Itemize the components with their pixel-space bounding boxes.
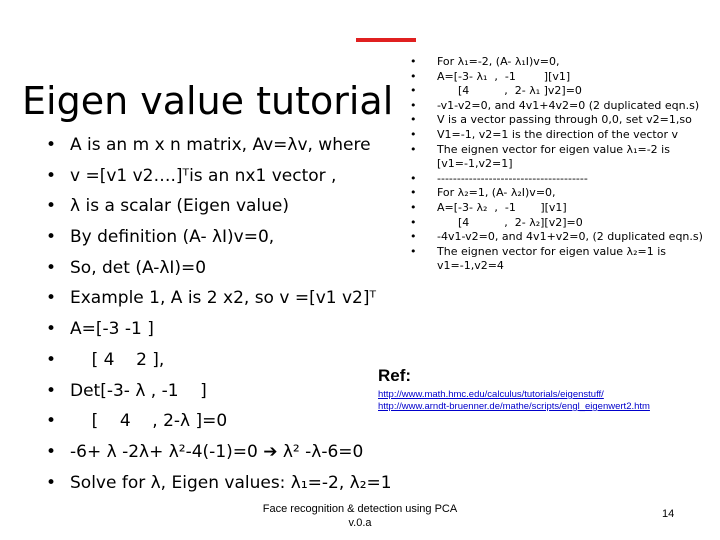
right-bullet-1: • For λ₁=-2, (A- λ₁I)v=0, — [410, 55, 715, 70]
left-bullet-list — [46, 130, 392, 498]
right-bullet-5: • V is a vector passing through 0,0, set v2=1,so — [410, 113, 715, 128]
right-bullet-11: • [4 , 2- λ₂][v2]=0 — [410, 216, 715, 231]
left-bullet-8: • [ 4 2 ], — [46, 345, 386, 376]
left-bullet-3: • λ is a scalar (Eigen value) — [46, 191, 386, 222]
left-bullet-6: • Example 1, A is 2 x2, so v =[v1 v2]ᵀ — [46, 283, 386, 314]
left-bullet-9: • Det[-3- λ , -1 ] — [46, 376, 386, 407]
right-bullet-4: • -v1-v2=0, and 4v1+4v2=0 (2 duplicated eqn.s) — [410, 99, 715, 114]
page-number: 14 — [662, 508, 675, 520]
right-bullet-2: • A=[-3- λ₁ , -1 ][v1] — [410, 70, 715, 85]
right-bullet-3: • [4 , 2- λ₁ ]v2]=0 — [410, 84, 715, 99]
footer-title: Face recognition & detection using PCA — [262, 503, 458, 515]
title-accent-bar — [356, 38, 416, 42]
right-bullet-10: • A=[-3- λ₂ , -1 ][v1] — [410, 201, 715, 216]
ref-links — [378, 389, 650, 413]
left-bullet-5: • So, det (A-λI)=0 — [46, 253, 386, 284]
left-bullet-1: • A is an m x n matrix, Av=λv, where — [46, 130, 386, 161]
footer-version: v.0.a — [348, 517, 372, 529]
right-bullet-list — [410, 55, 715, 274]
right-bullet-separator: • -------------------------------------- — [410, 172, 715, 187]
footer — [230, 502, 490, 530]
ref-label: Ref: — [378, 366, 412, 385]
left-bullet-7: • A=[-3 -1 ] — [46, 314, 386, 345]
slide-title: Eigen value tutorial — [22, 79, 394, 123]
left-bullet-11: • -6+ λ -2λ+ λ²-4(-1)=0 ➔ λ² -λ-6=0 — [46, 437, 386, 468]
right-bullet-6: • V1=-1, v2=1 is the direction of the vector v — [410, 128, 715, 143]
right-bullet-13: • The eignen vector for eigen value λ₂=1 is v1=-1,v2=4 — [410, 245, 715, 274]
ref-link-arndt-bruenner[interactable]: http://www.arndt-bruenner.de/mathe/scripts/engl_eigenwert2.htm — [378, 401, 650, 412]
left-bullet-10: • [ 4 , 2-λ ]=0 — [46, 406, 386, 437]
left-bullet-4: • By definition (A- λI)v=0, — [46, 222, 386, 253]
left-bullet-2: • v =[v1 v2….]ᵀis an nx1 vector , — [46, 161, 386, 192]
right-bullet-7: • The eignen vector for eigen value λ₁=-2 is [v1=-1,v2=1] — [410, 143, 715, 172]
ref-link-hmc[interactable]: http://www.math.hmc.edu/calculus/tutorials/eigenstuff/ — [378, 389, 604, 400]
left-bullet-12: • Solve for λ, Eigen values: λ₁=-2, λ₂=1 — [46, 468, 386, 499]
right-bullet-12: • -4v1-v2=0, and 4v1+v2=0, (2 duplicated eqn.s) — [410, 230, 715, 245]
right-bullet-9: • For λ₂=1, (A- λ₂I)v=0, — [410, 186, 715, 201]
